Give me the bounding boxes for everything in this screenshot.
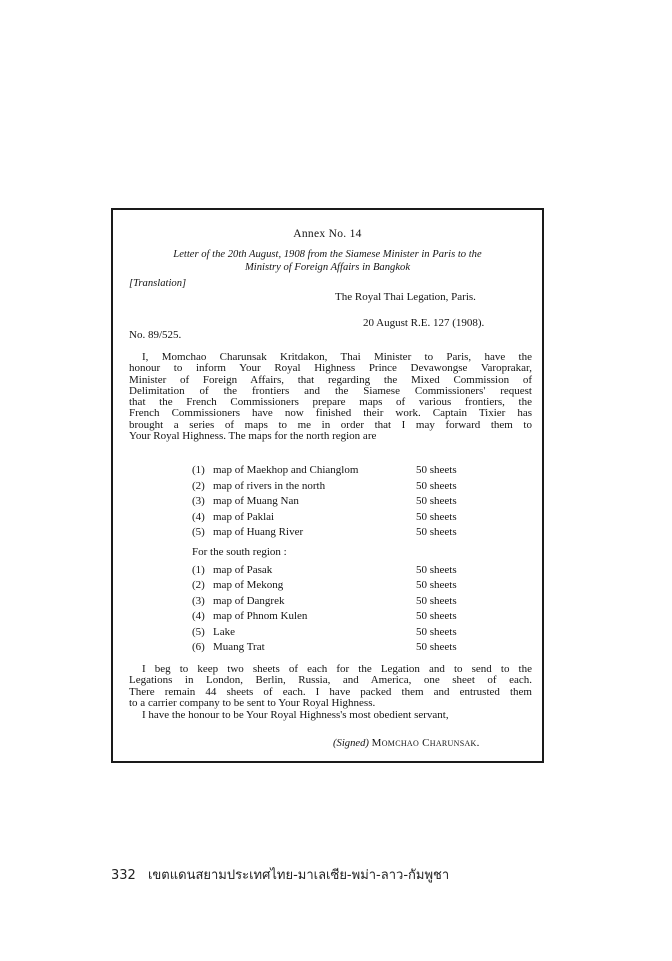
paragraph-line: to a carrier company to be sent to Your Royal Highness. [129,696,376,709]
closing-line: I have the honour to be Your Royal Highness's most obedient servant, [142,709,449,721]
paragraph-line: There remain 44 sheets of each. I have packed them and entrusted them [129,685,532,698]
map-item-qty: 50 sheets [416,526,457,538]
map-item-qty: 50 sheets [416,641,457,653]
map-item-no: (1) [192,564,205,576]
map-item-no: (3) [192,495,205,507]
map-item-qty: 50 sheets [416,510,457,523]
paragraph-line: that the French Commissioners prepare maps of various frontiers, the [129,396,532,409]
map-item-name: Muang Trat [213,641,265,653]
signature-block [333,738,480,750]
map-item-name: map of Phnom Kulen [213,610,308,623]
map-item-name: map of Dangrek [213,594,285,607]
map-item-no: (3) [192,594,205,607]
paragraph-line: Your Royal Highness. The maps for the north region are [129,430,377,443]
closing-paragraph [129,664,532,709]
map-item-name: map of Paklai [213,510,275,523]
map-item-qty: 50 sheets [416,625,457,638]
map-item-no: (1) [192,464,205,476]
map-item-qty: 50 sheets [416,495,457,507]
annex-document-frame [111,208,544,763]
annex-title: Annex No. 14 [293,228,362,240]
map-item-name: map of Muang Nan [213,495,299,507]
map-item-no: (5) [192,526,205,538]
map-item-name: map of Mekong [213,579,284,592]
map-item-qty: 50 sheets [416,579,457,592]
map-item-qty: 50 sheets [416,464,457,476]
page-number: 332 [111,868,136,883]
translation-note: [Translation] [129,278,187,289]
letter-date: 20 August R.E. 127 (1908). [363,317,485,329]
opening-paragraph [129,352,532,442]
paragraph-line: brought a series of maps to me in order that I may forward them to [129,418,532,431]
map-item-name: map of Huang River [213,526,304,538]
map-item-no: (2) [192,479,205,492]
signature-name: Momchao Charunsak. [371,737,480,749]
map-item-qty: 50 sheets [416,610,457,623]
signed-label: (Signed) [333,738,369,749]
map-item-name: map of Pasak [213,564,273,576]
paragraph-line: Minister of Foreign Affairs, that regarding the Mixed Commission of [129,373,532,386]
map-item-qty: 50 sheets [416,594,457,607]
map-item-no: (5) [192,625,205,638]
map-item-no: (4) [192,510,205,523]
map-item-no: (2) [192,579,205,592]
paragraph-line: honour to inform Your Royal Highness Prince Devawongse Varoprakar, [129,362,532,375]
book-title: เขตแดนสยามประเทศไทย-มาเลเซีย-พม่า-ลาว-กัมพูชา [147,868,450,883]
map-item-qty: 50 sheets [416,479,457,492]
letter-title-line-1: Letter of the 20th August, 1908 from the Siamese Minister in Paris to the [173,249,482,260]
map-item-qty: 50 sheets [416,564,457,576]
south-region-heading: For the south region : [192,546,287,558]
map-item-name: Lake [213,625,235,638]
paragraph-line: French Commissioners have now finished their work. Captain Tixier has [129,407,532,420]
paragraph-line: Delimitation of the frontiers and the Siamese Commissioners' request [129,384,532,397]
map-item-no: (6) [192,641,205,653]
map-item-name: map of rivers in the north [213,479,326,492]
legation-address: The Royal Thai Legation, Paris. [335,291,476,303]
paragraph-line: I beg to keep two sheets of each for the Legation and to send to the [142,663,532,675]
page-footer [111,864,449,885]
letter-title-line-2: Ministry of Foreign Affairs in Bangkok [244,262,411,273]
map-item-name: map of Maekhop and Chianglom [213,464,359,476]
paragraph-line: Legations in London, Berlin, Russia, and America, one sheet of each. [129,674,532,687]
reference-number: No. 89/525. [129,329,182,341]
paragraph-line: I, Momchao Charunsak Kritdakon, Thai Minister to Paris, have the [142,351,532,363]
map-item-no: (4) [192,610,205,623]
